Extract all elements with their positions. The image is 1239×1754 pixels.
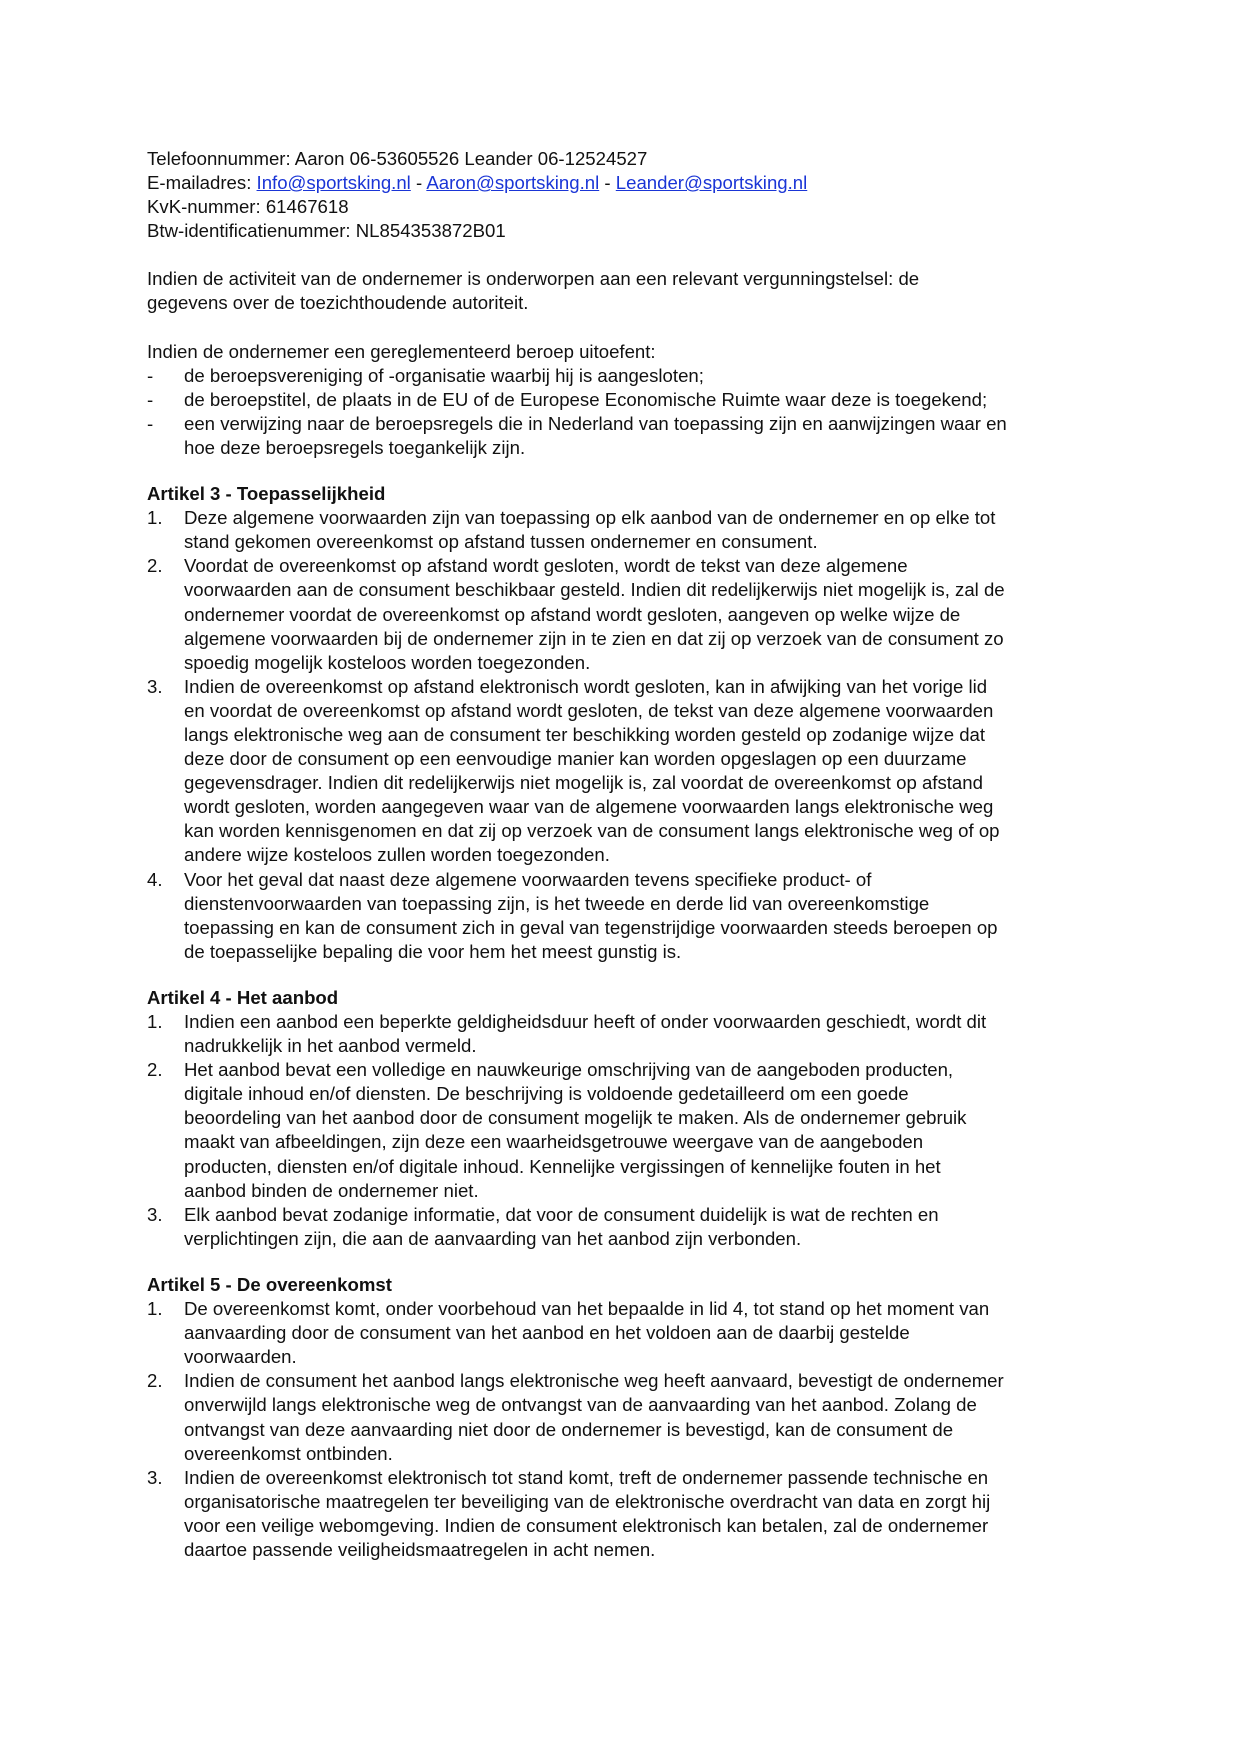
list-item-line: algemene voorwaarden bij de ondernemer zijn in te zien en dat zij op verzoek van de consument zo (184, 627, 1004, 649)
list-number: 1. (147, 507, 163, 529)
list-item-line: maakt van afbeeldingen, zijn deze een waarheidsgetrouwe weergave van de aangeboden (184, 1131, 924, 1153)
list-item-line: verplichtingen zijn, die aan de aanvaarding van het aanbod zijn verbonden. (184, 1227, 802, 1249)
articles-container (147, 460, 1127, 1562)
email-line (147, 171, 1127, 195)
list-item-line: producten, diensten en/of digitale inhoud. Kennelijke vergissingen of kennelijke fouten in het (184, 1155, 941, 1177)
list-item-line: voorwaarden aan de consument beschikbaar gesteld. Indien dit redelijkerwijs niet mogelijk is, zal de (184, 579, 1005, 601)
paragraph-line: gegevens over de toezichthoudende autoriteit. (147, 292, 529, 314)
list-item-line: hoe deze beroepsregels toegankelijk zijn. (184, 436, 526, 458)
list-item-line: de beroepstitel, de plaats in de EU of de Europese Economische Ruimte waar deze is toegekend; (184, 388, 988, 410)
list-item-line: aanvaarding door de consument van het aanbod en het voldoen aan de daarbij gestelde (184, 1322, 910, 1344)
list-item (147, 506, 1127, 554)
list-item-line: aanbod binden de ondernemer niet. (184, 1179, 479, 1201)
list-item-line: digitale inhoud en/of diensten. De beschrijving is voldoende gedetailleerd om een goede (184, 1083, 909, 1105)
list-item-line: kan worden kennisgenomen en dat zij op verzoek van de consument langs elektronische weg of op (184, 820, 1000, 842)
list-item-line: wordt gesloten, worden aangegeven waar van de algemene voorwaarden langs elektronische weg (184, 796, 994, 818)
email-link-info[interactable]: Info@sportsking.nl (256, 172, 411, 194)
phone-line (147, 147, 1127, 171)
list-item-line: nadrukkelijk in het aanbod vermeld. (184, 1035, 477, 1057)
dash-bullet: - (147, 412, 154, 434)
list-item (147, 412, 1127, 460)
list-item-line: een verwijzing naar de beroepsregels die in Nederland van toepassing zijn en aanwijzingen waar en (184, 412, 1007, 434)
list-number: 1. (147, 1011, 163, 1032)
article-heading: Artikel 4 - Het aanbod (147, 986, 339, 1008)
list-number: 3. (147, 675, 163, 697)
list-item-line: spoedig mogelijk kosteloos worden toegezonden. (184, 651, 591, 673)
list-number: 3. (147, 1466, 163, 1488)
document-body (147, 147, 1127, 1562)
email-separator: - (416, 172, 423, 194)
list-item-line: daartoe passende veiligheidsmaatregelen in acht nemen. (184, 1538, 656, 1560)
list-item (147, 868, 1127, 964)
list-number: 1. (147, 1298, 163, 1320)
list-item-line: Indien de overeenkomst op afstand elektronisch wordt gesloten, kan in afwijking van het vorige lid (184, 675, 988, 697)
contact-block (147, 147, 1127, 243)
article-heading: Artikel 5 - De overeenkomst (147, 1273, 392, 1295)
list-item-line: organisatorische maatregelen ter beveiliging van de elektronische overdracht van data en zorgt hij (184, 1490, 991, 1512)
list-item-line: toepassing en kan de consument zich in geval van tegenstrijdige voorwaarden steeds beroepen op (184, 916, 998, 938)
list-item (147, 1466, 1127, 1562)
article-heading: Artikel 3 - Toepasselijkheid (147, 483, 386, 505)
dash-bullet: - (147, 364, 154, 386)
email-label: E-mailadres: (147, 172, 252, 194)
list-item-line: langs elektronische weg aan de consument ter beschikking worden gesteld op zodanige wijze dat (184, 723, 986, 745)
kvk-value: 61467618 (265, 196, 349, 218)
btw-label: Btw-identificatienummer: (147, 220, 351, 242)
phone-value: Aaron 06-53605526 Leander 06-12524527 (294, 148, 648, 169)
list-item-line: stand gekomen overeenkomst op afstand tussen ondernemer en consument. (184, 531, 818, 553)
list-item (147, 1010, 1127, 1058)
list-item (147, 1203, 1127, 1251)
list-item-line: voorwaarden. (184, 1346, 297, 1368)
list-number: 2. (147, 555, 163, 577)
list-item-line: Indien de consument het aanbod langs elektronische weg heeft aanvaard, bevestigt de ondernemer (184, 1370, 1004, 1392)
list-item-line: Elk aanbod bevat zodanige informatie, dat voor de consument duidelijk is wat de rechten en (184, 1203, 939, 1225)
list-item-line: en voordat de overeenkomst op afstand wordt gesloten, de tekst van deze algemene voorwaarden (184, 699, 994, 721)
beroep-section (147, 340, 1127, 460)
kvk-label: KvK-nummer: (147, 196, 261, 218)
list-item (147, 1369, 1127, 1465)
list-item-line: Voordat de overeenkomst op afstand wordt gesloten, wordt de tekst van deze algemene (184, 555, 908, 577)
list-item-line: Voor het geval dat naast deze algemene voorwaarden tevens specifieke product- of (184, 868, 872, 890)
list-item-line: de toepasselijke bepaling die voor hem het meest gunstig is. (184, 940, 682, 962)
btw-line (147, 219, 1127, 243)
list-item-line: voor een veilige webomgeving. Indien de consument elektronisch kan betalen, zal de ondernemer (184, 1514, 989, 1536)
email-link-aaron[interactable]: Aaron@sportsking.nl (426, 172, 600, 194)
beroep-intro: Indien de ondernemer een gereglementeerd beroep uitoefent: (147, 340, 656, 362)
article-list (147, 506, 1127, 964)
list-item-line: ontvangst van deze aanvaarding niet door de ondernemer is bevestigd, kan de consument de (184, 1418, 954, 1440)
list-item-line: beoordeling van het aanbod door de consument mogelijk te maken. Als de ondernemer gebruik (184, 1107, 967, 1129)
email-separator: - (604, 172, 611, 194)
kvk-line (147, 195, 1127, 219)
article-list (147, 1297, 1127, 1562)
list-item (147, 554, 1127, 674)
beroep-list (147, 364, 1127, 460)
list-item (147, 675, 1127, 868)
list-item-line: Het aanbod bevat een volledige en nauwkeurige omschrijving van de aangeboden producten, (184, 1059, 954, 1081)
dash-bullet: - (147, 388, 154, 410)
list-number: 2. (147, 1370, 163, 1392)
email-link-leander[interactable]: Leander@sportsking.nl (615, 172, 808, 194)
list-item-line: gegevensdrager. Indien dit redelijkerwijs niet mogelijk is, zal voordat de overeenkomst op afstand (184, 772, 983, 794)
btw-value: NL854353872B01 (355, 220, 506, 242)
article-section (147, 1273, 1127, 1562)
list-item (147, 388, 1127, 412)
list-number: 3. (147, 1203, 163, 1225)
list-item-line: de beroepsvereniging of -organisatie waarbij hij is aangesloten; (184, 364, 704, 386)
list-item-line: Indien een aanbod een beperkte geldigheidsduur heeft of onder voorwaarden geschiedt, wordt dit (184, 1011, 987, 1032)
vergunning-paragraph (147, 267, 1127, 315)
list-item-line: andere wijze kosteloos zullen worden toegezonden. (184, 844, 610, 866)
article-list (147, 1010, 1127, 1251)
list-item-line: dienstenvoorwaarden van toepassing zijn, is het tweede en derde lid van overeenkomstige (184, 892, 930, 914)
article-section (147, 482, 1127, 964)
list-item-line: Deze algemene voorwaarden zijn van toepassing op elk aanbod van de ondernemer en op elke tot (184, 507, 996, 529)
list-number: 4. (147, 868, 163, 890)
article-section (147, 986, 1127, 1251)
paragraph-line: Indien de activiteit van de ondernemer is onderworpen aan een relevant vergunningstelsel: de (147, 268, 920, 290)
list-item-line: ondernemer voordat de overeenkomst op afstand wordt gesloten, aangeven op welke wijze de (184, 603, 961, 625)
list-item (147, 1297, 1127, 1369)
list-item-line: onverwijld langs elektronische weg de ontvangst van de aanvaarding van het aanbod. Zolang de (184, 1394, 977, 1416)
list-item-line: Indien de overeenkomst elektronisch tot stand komt, treft de ondernemer passende technische en (184, 1466, 989, 1488)
phone-label: Telefoonnummer: (147, 148, 291, 169)
list-item-line: deze door de consument op een eenvoudige manier kan worden opgeslagen op een duurzame (184, 748, 967, 770)
list-item-line: De overeenkomst komt, onder voorbehoud van het bepaalde in lid 4, tot stand op het moment van (184, 1298, 990, 1320)
list-item (147, 1058, 1127, 1203)
list-item (147, 364, 1127, 388)
list-number: 2. (147, 1059, 163, 1081)
list-item-line: overeenkomst ontbinden. (184, 1442, 393, 1464)
